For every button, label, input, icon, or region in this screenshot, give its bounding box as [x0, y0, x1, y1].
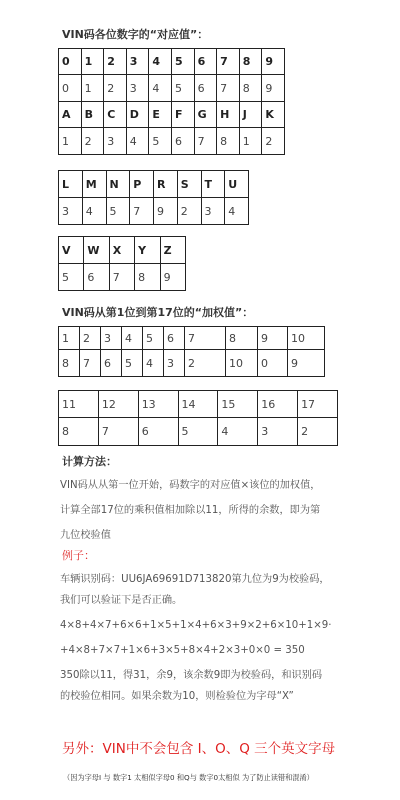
table-cell: 5 [149, 128, 172, 155]
section1-title: VIN码各位数字的“对应值”： [62, 28, 209, 41]
method-line: 九位校验值 [60, 530, 111, 541]
weight-table-1-10 [58, 326, 325, 377]
table-cell: 5 [171, 49, 194, 75]
table-cell: 4 [143, 350, 164, 377]
table-cell: 3 [104, 128, 127, 155]
table-cell: 6 [84, 264, 109, 291]
table-cell: 0 [258, 350, 288, 377]
table-cell: 2 [104, 75, 127, 102]
letter-header-row [59, 237, 186, 264]
table-cell: 12 [98, 391, 138, 418]
table-cell: 8 [239, 75, 262, 102]
digit-value-table [58, 48, 285, 102]
table-cell: 0 [59, 75, 82, 102]
table-cell: 9 [160, 264, 185, 291]
table-cell: 4 [149, 75, 172, 102]
table-cell: V [59, 237, 84, 264]
table-cell: 7 [194, 128, 217, 155]
example-title: 例子： [62, 549, 95, 562]
example-line: 的校验位相同。如果余数为10，则检验位为字母“X” [60, 691, 294, 702]
table-cell: 3 [164, 350, 185, 377]
table-cell: 6 [194, 49, 217, 75]
table-cell: 8 [135, 264, 160, 291]
weight-table-11-17 [58, 390, 338, 446]
table-cell: 3 [258, 418, 298, 446]
extra-note [62, 737, 335, 757]
table-cell: Z [160, 237, 185, 264]
table-cell: 3 [126, 75, 149, 102]
digit-value-row [59, 75, 285, 102]
footnote: （因为字母I 与 数字1 太相似字母0 和Q与 数字0太相似 为了防止读错和混淆） [63, 773, 314, 782]
table-cell: 2 [177, 198, 201, 225]
table-cell: 3 [126, 49, 149, 75]
table-cell: 5 [143, 327, 164, 350]
table-cell: 9 [262, 75, 285, 102]
table-cell: 8 [59, 418, 99, 446]
table-cell: 8 [59, 350, 80, 377]
table-cell: 7 [98, 418, 138, 446]
table-cell: 14 [178, 391, 218, 418]
table-cell: 16 [258, 391, 298, 418]
table-cell: 6 [194, 75, 217, 102]
example-line: 350除以11，得31，余9，该余数9即为校验码，和识别码 [60, 670, 323, 681]
table-cell: 7 [185, 327, 226, 350]
example-line: +4×8+7×7+1×6+3×5+8×4+2×3+0×0 = 350 [60, 645, 305, 656]
table-cell: 6 [171, 128, 194, 155]
table-cell: G [194, 102, 217, 128]
method-title: 计算方法： [62, 455, 117, 468]
table-cell: 2 [104, 49, 127, 75]
table-cell: N [106, 171, 130, 198]
letter-value-table-v-z [58, 236, 186, 291]
table-cell: 1 [59, 128, 82, 155]
table-cell: 8 [217, 128, 240, 155]
table-cell: 7 [217, 49, 240, 75]
table-cell: 4 [82, 198, 106, 225]
weight-row [59, 350, 325, 377]
table-cell: F [171, 102, 194, 128]
table-cell: 6 [164, 327, 185, 350]
table-cell: R [154, 171, 178, 198]
table-cell: 8 [226, 327, 258, 350]
table-cell: 6 [138, 418, 178, 446]
position-row [59, 327, 325, 350]
table-cell: 0 [59, 49, 82, 75]
table-cell: 10 [226, 350, 258, 377]
table-cell: 5 [106, 198, 130, 225]
table-cell: E [149, 102, 172, 128]
table-cell: 2 [81, 128, 104, 155]
table-cell: J [239, 102, 262, 128]
table-cell: 3 [59, 198, 83, 225]
weight-row [59, 418, 338, 446]
table-cell: 2 [298, 418, 338, 446]
table-cell: L [59, 171, 83, 198]
table-cell: 2 [262, 128, 285, 155]
table-cell: C [104, 102, 127, 128]
table-cell: 1 [239, 128, 262, 155]
table-cell: 15 [218, 391, 258, 418]
letter-value-table-l-u [58, 170, 249, 225]
table-cell: 4 [218, 418, 258, 446]
letter-header-row [59, 102, 285, 128]
table-cell: 10 [288, 327, 325, 350]
extra-prefix: 另外： [62, 741, 103, 757]
table-cell: 9 [262, 49, 285, 75]
method-line: VIN码从从第一位开始，码数字的对应值×该位的加权值， [60, 480, 321, 491]
table-cell: W [84, 237, 109, 264]
letter-value-row [59, 198, 249, 225]
example-line: 4×8+4×7+6×6+1×5+1×4+6×3+9×2+6×10+1×9· [60, 620, 332, 631]
table-cell: D [126, 102, 149, 128]
example-line: 车辆识别码：UU6JA69691D713820第九位为9为校验码， [60, 574, 330, 585]
table-cell: A [59, 102, 82, 128]
example-line: 我们可以验证下是否正确。 [60, 595, 183, 606]
table-cell: 13 [138, 391, 178, 418]
table-cell: 9 [258, 327, 288, 350]
table-cell: 7 [80, 350, 101, 377]
method-line: 计算全部17位的乘积值相加除以11，所得的余数，即为第 [60, 505, 321, 516]
table-cell: B [81, 102, 104, 128]
table-cell: 4 [149, 49, 172, 75]
table-cell: 9 [288, 350, 325, 377]
table-cell: K [262, 102, 285, 128]
table-cell: 5 [59, 264, 84, 291]
table-cell: 3 [201, 198, 225, 225]
table-cell: 7 [130, 198, 154, 225]
table-cell: 3 [101, 327, 122, 350]
table-cell: U [225, 171, 249, 198]
table-cell: X [109, 237, 134, 264]
table-cell: S [177, 171, 201, 198]
method-paragraph [60, 473, 395, 548]
table-cell: P [130, 171, 154, 198]
table-cell: H [217, 102, 240, 128]
table-cell: 6 [101, 350, 122, 377]
position-row [59, 391, 338, 418]
table-cell: M [82, 171, 106, 198]
extra-text: VIN中不会包含 I、O、Q 三个英文字母 [102, 741, 336, 757]
letter-value-table-a-k [58, 101, 285, 155]
table-cell: T [201, 171, 225, 198]
table-cell: 1 [81, 75, 104, 102]
table-cell: 4 [126, 128, 149, 155]
table-cell: 5 [122, 350, 143, 377]
table-cell: 4 [122, 327, 143, 350]
table-cell: Y [135, 237, 160, 264]
digit-header-row [59, 49, 285, 75]
table-cell: 4 [225, 198, 249, 225]
table-cell: 5 [178, 418, 218, 446]
table-cell: 1 [81, 49, 104, 75]
table-cell: 9 [154, 198, 178, 225]
table-cell: 17 [298, 391, 338, 418]
table-cell: 7 [109, 264, 134, 291]
table-cell: 8 [239, 49, 262, 75]
table-cell: 2 [185, 350, 226, 377]
table-cell: 2 [80, 327, 101, 350]
table-cell: 1 [59, 327, 80, 350]
table-cell: 7 [217, 75, 240, 102]
example-paragraph [60, 567, 395, 709]
table-cell: 11 [59, 391, 99, 418]
letter-header-row [59, 171, 249, 198]
section2-title: VIN码从第1位到第17位的“加权值”： [62, 306, 254, 319]
letter-value-row [59, 128, 285, 155]
letter-value-row [59, 264, 186, 291]
table-cell: 5 [171, 75, 194, 102]
